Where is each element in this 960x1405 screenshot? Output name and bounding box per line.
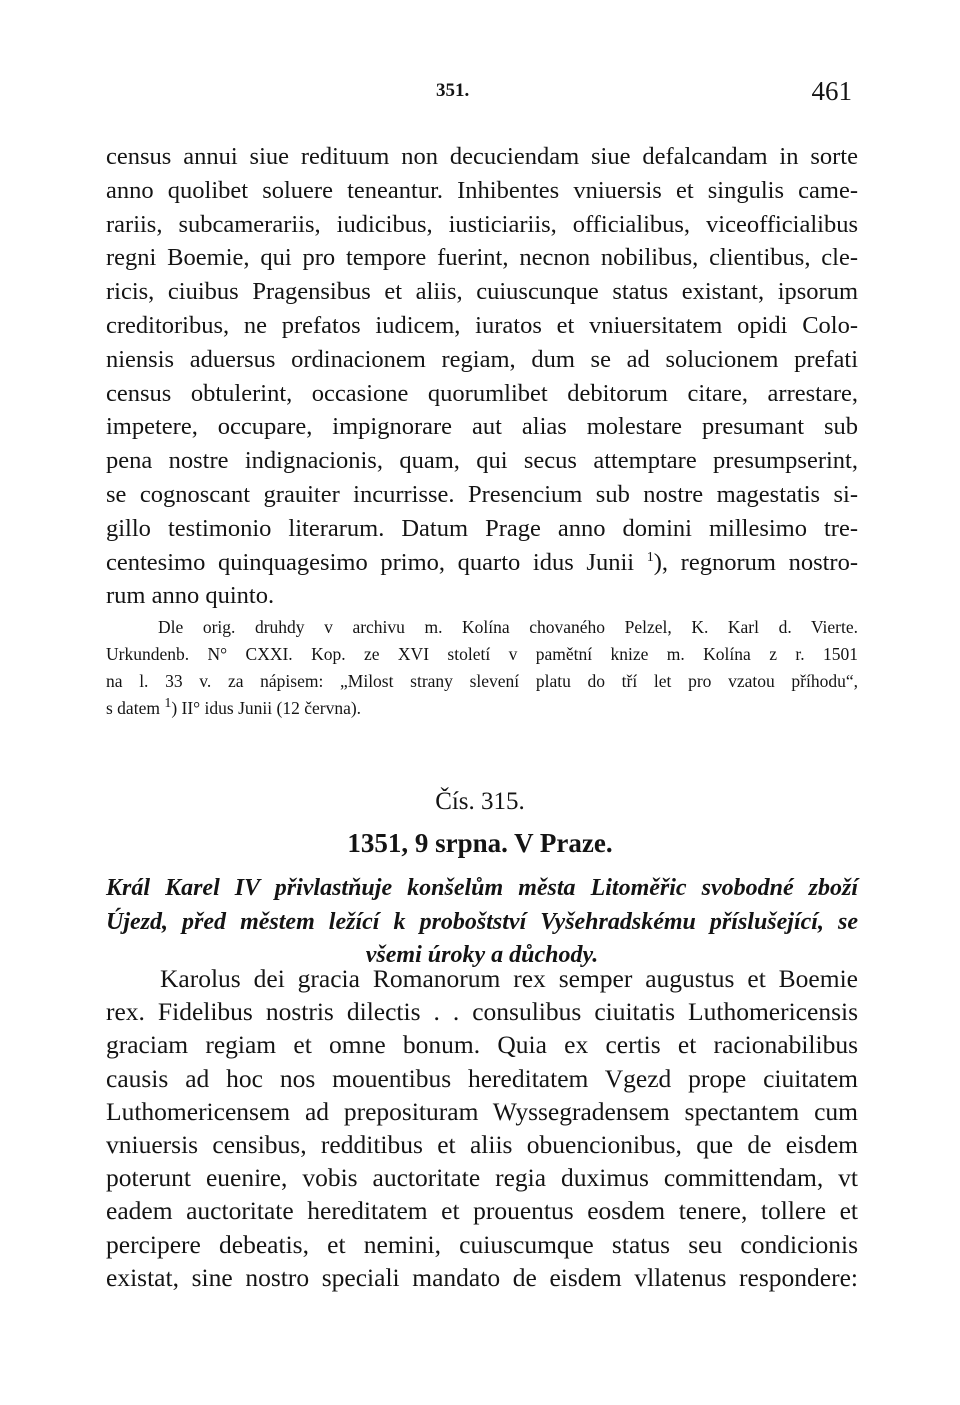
running-document-number: 351. bbox=[436, 80, 470, 101]
page-number: 461 bbox=[811, 76, 852, 106]
footnote-marker: 1 bbox=[164, 696, 172, 712]
text-line: gillo testimonio literarum. Datum Prage anno domini millesimo tre- bbox=[106, 514, 858, 542]
continued-charter-text bbox=[106, 140, 858, 613]
note-line bbox=[106, 695, 858, 722]
note-line: Dle orig. druhdy v archivu m. Kolína chovaného Pelzel, K. Karl d. Vierte. bbox=[158, 617, 858, 637]
source-notes bbox=[106, 614, 858, 722]
text-line: existat, sine nostro speciali mandato de eisdem vllatenus respondere: bbox=[106, 1262, 858, 1292]
text-line: rum anno quinto. bbox=[106, 582, 275, 610]
text-line: niensis aduersus ordinacionem regiam, dum se ad solucionem prefati bbox=[106, 345, 858, 373]
text-line: causis ad hoc nos mouentibus hereditatem Vgezd prope ciuitatem bbox=[106, 1063, 858, 1093]
text-line: regni Boemie, qui pro tempore fuerint, necnon nobilibus, clientibus, cle- bbox=[106, 244, 858, 272]
text-line: census annui siue redituum non decuciendam siue defalcandam in sorte bbox=[106, 143, 858, 170]
charter-text bbox=[106, 962, 858, 1294]
text-fragment: centesimo quinquagesimo primo, quarto idus Junii bbox=[106, 548, 647, 576]
text-line: rex. Fidelibus nostris dilectis . . consulibus ciuitatis Luthomericensis bbox=[106, 997, 858, 1027]
text-line: percipere debeatis, et nemini, cuiuscumque status seu condicionis bbox=[106, 1229, 858, 1259]
text-line: se cognoscant grauiter incurrisse. Presencium sub nostre magestatis si- bbox=[106, 480, 858, 508]
text-line: poterunt euenire, vobis auctoritate regia duximus committendam, vt bbox=[106, 1163, 858, 1193]
text-line: Luthomericensem ad preposituram Wyssegradensem spectantem cum bbox=[106, 1096, 858, 1126]
document-regest bbox=[106, 872, 858, 973]
text-line: eadem auctoritate hereditatem et prouentus eosdem tenere, tollere et bbox=[106, 1196, 858, 1226]
footnote-marker: 1 bbox=[646, 549, 654, 565]
note-line: Urkundenb. N° CXXI. Kop. ze XVI století v pamětní knize m. Kolína z r. 1501 bbox=[106, 644, 858, 664]
text-line: vniuersis censibus, redditibus et aliis obuencionibus, que de eisdem bbox=[106, 1130, 858, 1160]
regest-line: všemi úroky a důchody. bbox=[365, 942, 599, 968]
text-fragment: s datem bbox=[106, 698, 165, 718]
note-line: na l. 33 v. za nápisem: „Milost strany slevení platu do tří let pro vzatou příhodu“, bbox=[106, 671, 858, 691]
regest-line: Král Karel IV přivlastňuje konšelům města Litoměřic svobodné zboží bbox=[106, 875, 858, 901]
text-line: impetere, occupare, impignorare aut alias molestare presumant sub bbox=[106, 413, 858, 441]
text-line: creditoribus, ne prefatos iudicem, iuratos et vniuersitatem opidi Colo- bbox=[106, 311, 858, 339]
text-fragment: ), regnorum nostro- bbox=[653, 548, 858, 576]
text-line: graciam regiam et omne bonum. Quia ex certis et racionabilibus bbox=[106, 1030, 858, 1060]
text-line: pena nostre indignacionis, quam, qui secus attemptare presumpserint, bbox=[106, 447, 858, 475]
document-date-place: 1351, 9 srpna. V Praze. bbox=[347, 828, 613, 858]
text-line: census obtulerint, occasione quorumlibet debitorum citare, arrestare, bbox=[106, 379, 858, 407]
page-header bbox=[106, 72, 852, 112]
text-line bbox=[106, 546, 858, 580]
text-fragment: ) II° idus Junii (12 června). bbox=[171, 698, 362, 718]
text-line: ricis, ciuibus Pragensibus et aliis, cuiuscunque status existant, ipsorum bbox=[106, 278, 858, 306]
text-line: rariis, subcamerariis, iudicibus, iusticiariis, officialibus, viceofficialibus bbox=[106, 210, 858, 238]
regest-line: Újezd, před městem ležící k proboštství Vyšehradskému příslušející, se bbox=[106, 908, 858, 935]
text-line: anno quolibet soluere teneantur. Inhibentes vniuersis et singulis came- bbox=[106, 176, 858, 204]
text-line: Karolus dei gracia Romanorum rex semper augustus et Boemie bbox=[160, 964, 858, 993]
document-number-heading: Čís. 315. bbox=[435, 788, 525, 815]
